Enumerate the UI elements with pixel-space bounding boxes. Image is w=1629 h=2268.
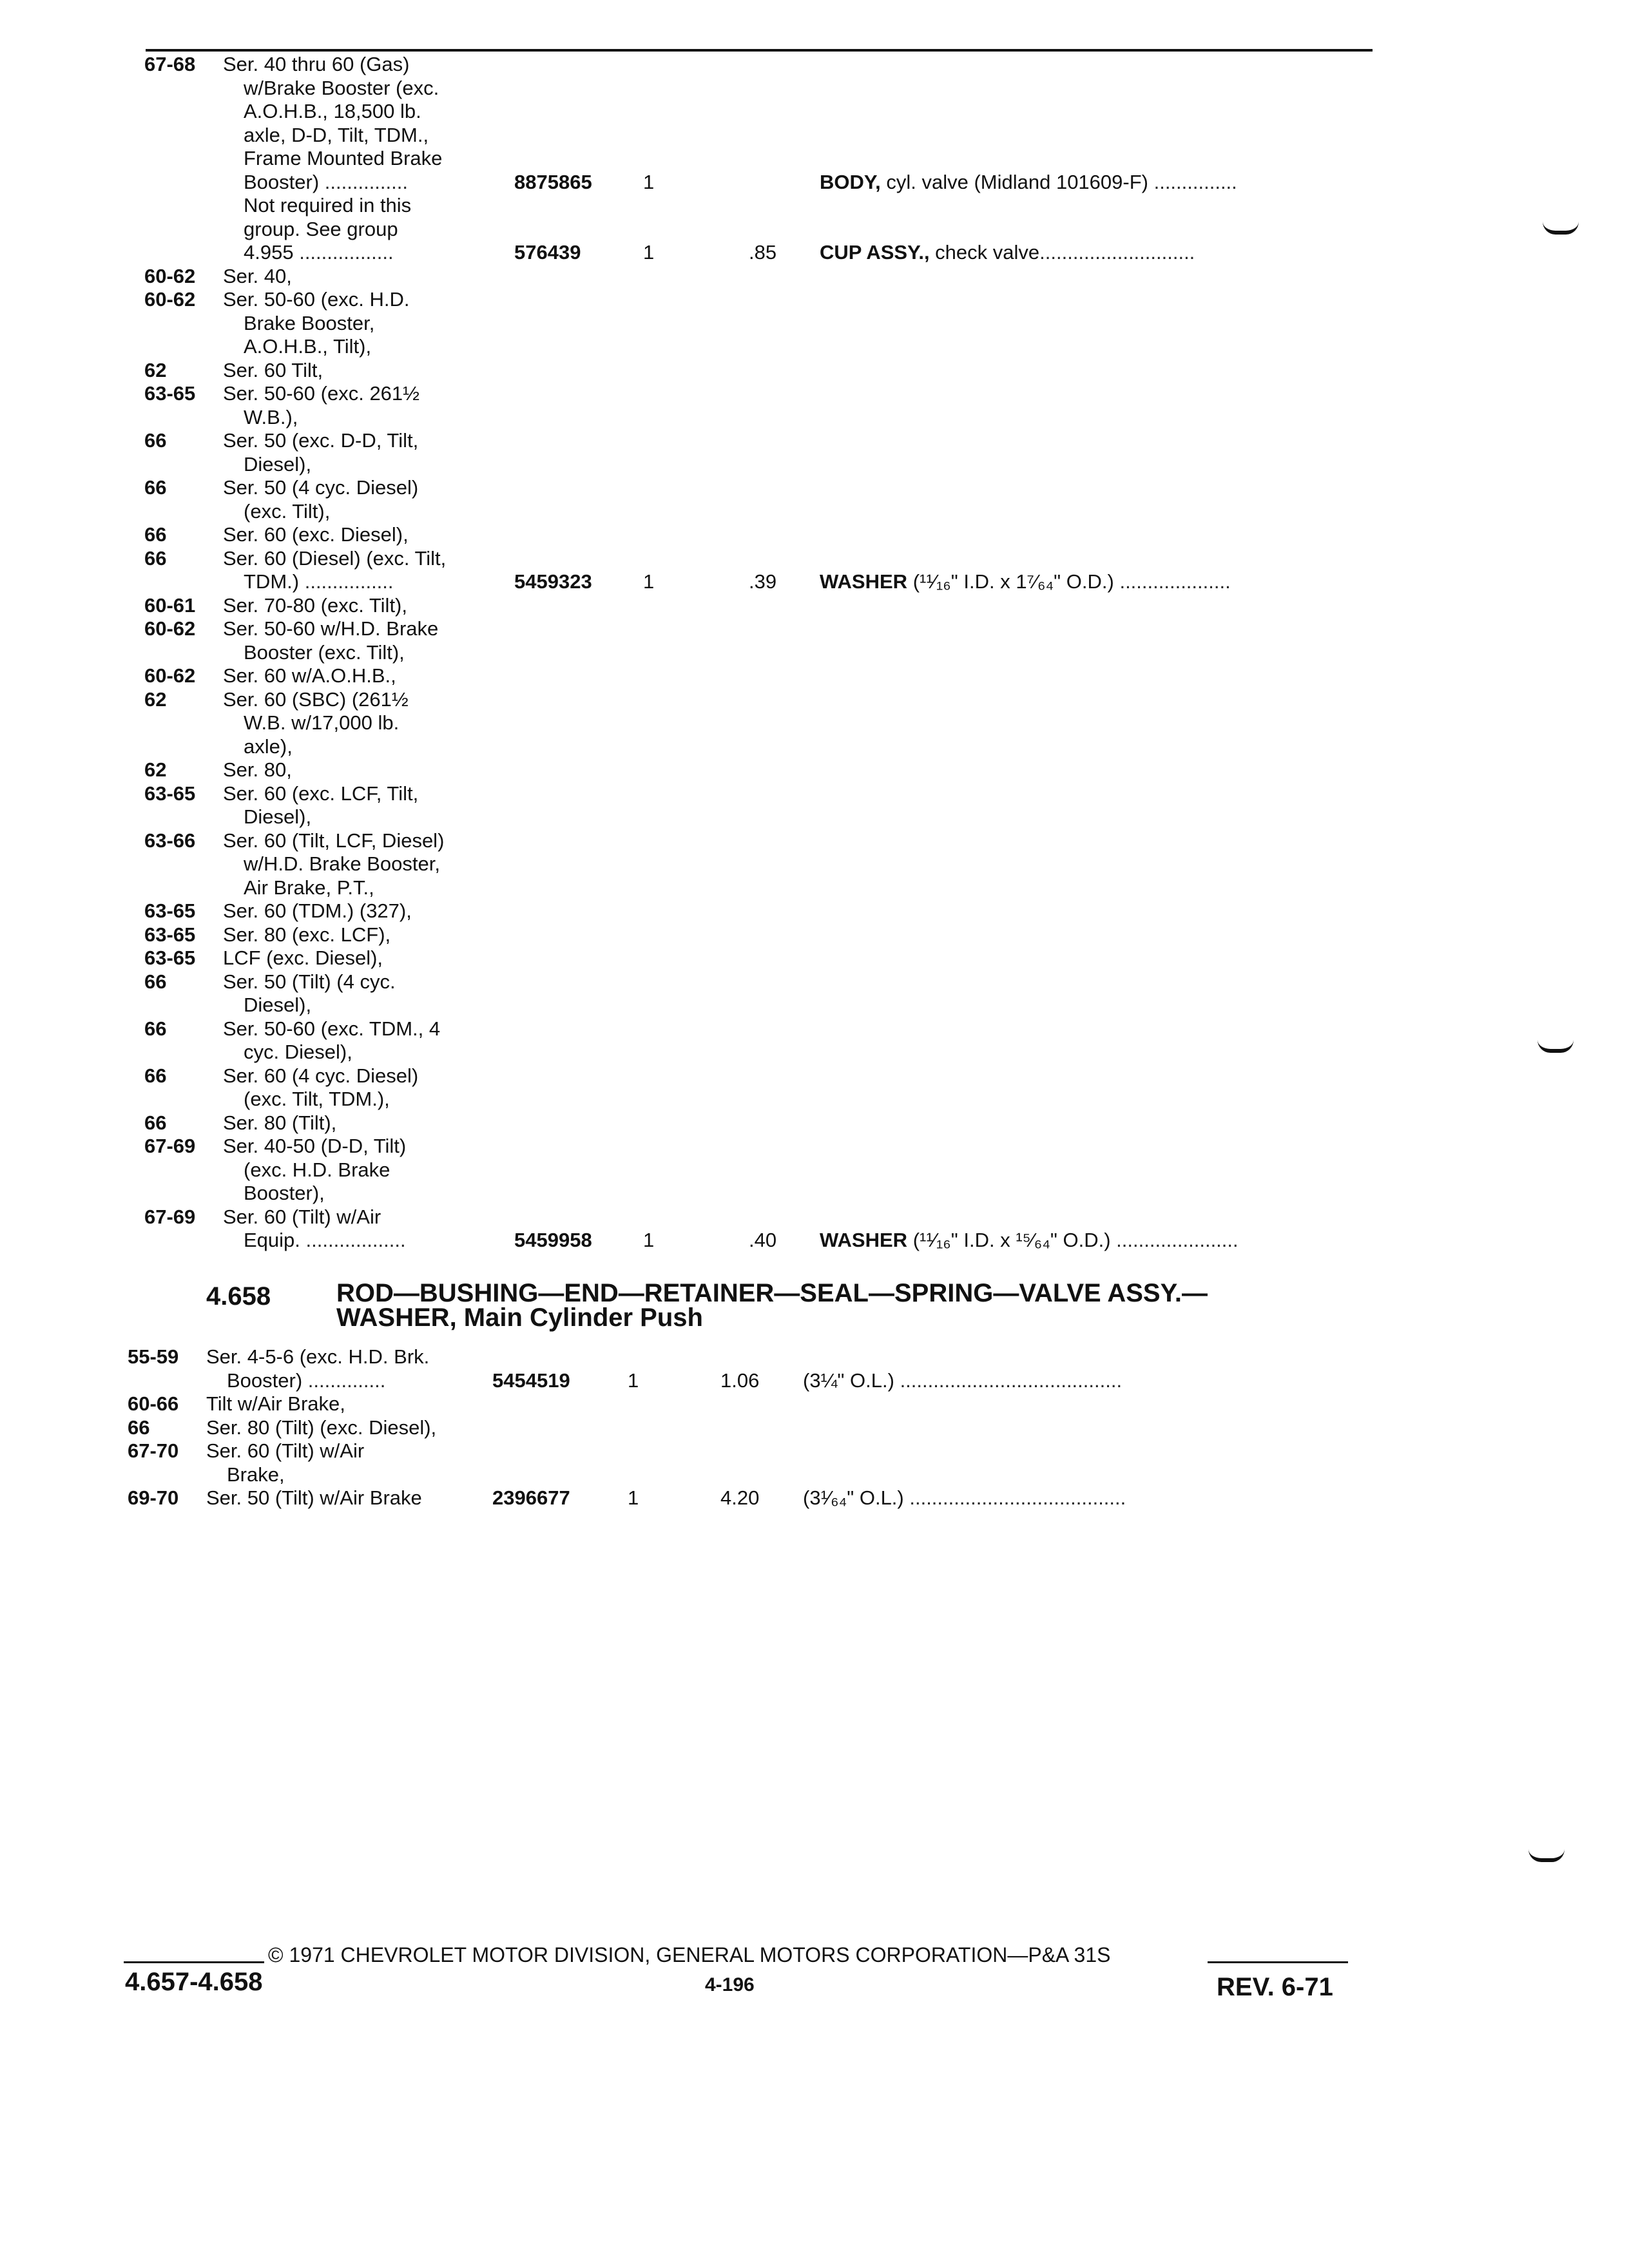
edge-mark	[1528, 1849, 1565, 1862]
application-description	[223, 828, 444, 854]
model-years: 67-68	[144, 53, 196, 75]
application-description	[244, 169, 408, 195]
model-years: 62	[144, 358, 167, 381]
application-description	[244, 452, 311, 477]
application-description	[244, 640, 405, 666]
application-description	[244, 311, 374, 336]
part-number: 5454519	[492, 1369, 570, 1392]
edge-mark	[1537, 1040, 1574, 1053]
item-detail: (3¼" O.L.)	[803, 1369, 900, 1392]
section-title-line-1: ROD—BUSHING—END—RETAINER—SEAL—SPRING—VALVE ASSY.—	[336, 1279, 1208, 1307]
application-description	[244, 710, 399, 736]
application-description	[223, 922, 390, 948]
application-description	[244, 875, 374, 901]
item-name: WASHER	[820, 570, 908, 593]
model-years: 63-65	[144, 923, 196, 946]
application-description	[223, 1110, 336, 1136]
model-years: 66	[144, 429, 167, 452]
description-text: Ser. 60 Tilt,	[223, 358, 323, 381]
application-description	[244, 1086, 390, 1112]
application-description	[244, 1227, 406, 1253]
description-text: Brake,	[227, 1463, 285, 1486]
model-years: 67-69	[144, 1205, 196, 1228]
item-description	[820, 569, 1231, 595]
model-years: 62	[144, 758, 167, 781]
dot-leader: ..............	[307, 1369, 386, 1392]
application-description	[227, 1462, 285, 1488]
item-detail: (3¹⁄₆₄" O.L.)	[803, 1486, 910, 1509]
application-description	[223, 616, 438, 642]
item-description	[803, 1368, 1122, 1394]
description-text: Ser. 50 (Tilt) w/Air Brake	[206, 1486, 422, 1509]
model-years: 62	[144, 687, 167, 711]
description-text: Ser. 50 (exc. D-D, Tilt,	[223, 429, 419, 452]
description-text: Not required in this	[244, 194, 412, 216]
model-years: 60-66	[128, 1392, 179, 1415]
model-years: 60-62	[144, 288, 196, 311]
description-text: Ser. 60 (SBC) (261½	[223, 687, 409, 711]
revision-label: REV. 6-71	[1217, 1973, 1333, 2001]
application-description	[223, 287, 409, 312]
part-number: 5459323	[514, 570, 592, 593]
description-text: Booster)	[244, 170, 320, 193]
application-description	[244, 193, 411, 218]
dot-leader: ..................	[305, 1229, 406, 1251]
application-description	[206, 1391, 345, 1417]
application-description	[244, 569, 394, 595]
application-description	[206, 1415, 436, 1441]
application-description	[227, 1368, 385, 1394]
description-text: Ser. 60 (Tilt) w/Air	[206, 1439, 365, 1462]
description-text: Ser. 80,	[223, 758, 292, 781]
model-years: 55-59	[128, 1345, 179, 1368]
description-text: w/Brake Booster (exc.	[244, 76, 439, 99]
quantity: 1	[643, 1229, 655, 1251]
description-text: Ser. 50-60 (exc. 261½	[223, 382, 420, 405]
description-text: Frame Mounted Brake	[244, 147, 443, 169]
description-text: axle),	[244, 735, 293, 758]
application-description	[223, 593, 407, 619]
application-description	[244, 334, 371, 360]
model-years: 66	[144, 476, 167, 499]
model-years: 60-62	[144, 664, 196, 687]
model-years: 60-62	[144, 264, 196, 287]
item-description	[803, 1485, 1126, 1511]
description-text: Ser. 60 w/A.O.H.B.,	[223, 664, 396, 687]
application-description	[244, 405, 298, 430]
dot-leader: ........................................	[900, 1369, 1123, 1392]
dot-leader: ......................	[1116, 1229, 1239, 1251]
description-text: W.B. w/17,000 lb.	[244, 711, 400, 734]
application-description	[223, 1133, 406, 1159]
dot-leader: ................	[304, 570, 394, 593]
description-text: Ser. 60 (Diesel) (exc. Tilt,	[223, 546, 447, 570]
application-description	[244, 992, 311, 1018]
application-description	[244, 99, 421, 124]
description-text: Ser. 4-5-6 (exc. H.D. Brk.	[206, 1345, 430, 1368]
application-description	[244, 1157, 390, 1183]
description-text: Ser. 50-60 (exc. H.D.	[223, 288, 410, 311]
model-years: 66	[144, 523, 167, 546]
application-description	[223, 1063, 418, 1089]
quantity: 1	[643, 241, 655, 264]
model-years: 66	[144, 1017, 167, 1040]
application-description	[244, 1039, 352, 1065]
description-text: Ser. 60 (exc. Diesel),	[223, 523, 409, 546]
item-description	[820, 169, 1237, 195]
application-description	[223, 546, 446, 572]
item-description	[820, 1227, 1239, 1253]
description-text: Air Brake, P.T.,	[244, 876, 374, 899]
description-text: Diesel),	[244, 805, 312, 828]
description-text: axle, D-D, Tilt, TDM.,	[244, 123, 429, 146]
model-years: 67-69	[144, 1135, 196, 1157]
dot-leader: ....................	[1119, 570, 1231, 593]
description-text: Ser. 80 (exc. LCF),	[223, 923, 391, 946]
model-years: 60-62	[144, 617, 196, 640]
application-description	[244, 851, 440, 877]
description-text: Ser. 60 (exc. LCF, Tilt,	[223, 782, 419, 805]
application-description	[223, 757, 292, 783]
description-text: Ser. 50 (4 cyc. Diesel)	[223, 476, 419, 499]
dot-leader: .......................................	[909, 1486, 1126, 1509]
model-years: 63-65	[144, 382, 196, 405]
model-years: 63-65	[144, 782, 196, 805]
model-years: 63-65	[144, 899, 196, 922]
description-text: Diesel),	[244, 994, 312, 1016]
application-description	[223, 1204, 381, 1230]
model-years: 66	[144, 970, 167, 993]
model-years: 63-66	[144, 829, 196, 852]
price: 1.06	[720, 1369, 760, 1392]
description-text: Booster (exc. Tilt),	[244, 640, 405, 664]
application-description	[244, 1180, 325, 1206]
application-description	[223, 475, 418, 501]
description-text: (exc. H.D. Brake	[244, 1158, 390, 1181]
application-description	[206, 1485, 422, 1511]
edge-mark	[1543, 222, 1579, 235]
application-description	[223, 781, 418, 807]
description-text: Ser. 70-80 (exc. Tilt),	[223, 593, 407, 617]
description-text: Ser. 60 (4 cyc. Diesel)	[223, 1064, 419, 1087]
description-text: Tilt w/Air Brake,	[206, 1392, 345, 1415]
dot-leader: ...............	[1153, 170, 1237, 193]
footer-rule-left	[124, 1961, 264, 1963]
description-text: Equip.	[244, 1229, 300, 1251]
quantity: 1	[643, 570, 655, 593]
application-description	[223, 522, 409, 548]
description-text: LCF (exc. Diesel),	[223, 947, 383, 969]
price: 4.20	[720, 1486, 760, 1509]
application-description	[223, 945, 383, 971]
page-number: 4-196	[705, 1974, 755, 1995]
description-text: Ser. 50-60 w/H.D. Brake	[223, 617, 439, 640]
description-text: (exc. Tilt, TDM.),	[244, 1088, 390, 1110]
model-years: 63-65	[144, 947, 196, 969]
description-text: Ser. 80 (Tilt) (exc. Diesel),	[206, 1416, 437, 1439]
application-description	[244, 499, 330, 524]
application-description	[206, 1344, 429, 1370]
description-text: A.O.H.B., 18,500 lb.	[244, 100, 421, 122]
section-number: 4.658	[206, 1282, 271, 1311]
application-description	[223, 898, 412, 924]
price: .40	[749, 1229, 777, 1251]
description-text: Booster)	[227, 1369, 303, 1392]
application-description	[206, 1438, 364, 1464]
description-text: Ser. 40-50 (D-D, Tilt)	[223, 1135, 407, 1157]
dot-leader: ............................	[1039, 241, 1195, 264]
item-detail: cyl. valve (Midland 101609-F)	[880, 170, 1154, 193]
item-detail: check valve	[929, 241, 1040, 264]
dot-leader: .................	[299, 241, 394, 264]
description-text: Ser. 60 (Tilt, LCF, Diesel)	[223, 829, 445, 852]
footer-rule-right	[1208, 1961, 1348, 1963]
section-reference: 4.657-4.658	[125, 1968, 263, 1996]
part-number: 576439	[514, 241, 581, 264]
description-text: Ser. 60 (Tilt) w/Air	[223, 1205, 381, 1228]
description-text: Ser. 40 thru 60 (Gas)	[223, 53, 410, 75]
description-text: Ser. 80 (Tilt),	[223, 1111, 337, 1134]
description-text: (exc. Tilt),	[244, 499, 331, 523]
description-text: A.O.H.B., Tilt),	[244, 335, 372, 358]
item-detail: (¹¹⁄₁₆" I.D. x ¹⁵⁄₆₄" O.D.)	[907, 1229, 1117, 1251]
application-description	[223, 428, 418, 454]
description-text: Ser. 40,	[223, 264, 292, 287]
price: .39	[749, 570, 777, 593]
section-title	[336, 1281, 1208, 1330]
application-description	[244, 122, 429, 148]
quantity: 1	[628, 1369, 639, 1392]
application-description	[244, 240, 394, 265]
section-title-line-2: WASHER, Main Cylinder Push	[336, 1303, 703, 1332]
description-text: TDM.)	[244, 570, 300, 593]
description-text: Booster),	[244, 1182, 325, 1204]
application-description	[244, 75, 439, 101]
application-description	[244, 734, 293, 760]
item-name: WASHER	[820, 1229, 908, 1251]
item-name: BODY,	[820, 170, 881, 193]
description-text: cyc. Diesel),	[244, 1041, 352, 1063]
model-years: 69-70	[128, 1486, 179, 1509]
price: .85	[749, 241, 777, 264]
application-description	[244, 804, 311, 830]
description-text: Ser. 60 (TDM.) (327),	[223, 899, 412, 922]
model-years: 66	[128, 1416, 150, 1439]
application-description	[223, 264, 292, 289]
model-years: 60-61	[144, 593, 196, 617]
copyright-notice: © 1971 CHEVROLET MOTOR DIVISION, GENERAL MOTORS CORPORATION—P&A 31S	[268, 1943, 1111, 1966]
application-description	[223, 687, 409, 713]
application-description	[223, 358, 323, 383]
description-text: w/H.D. Brake Booster,	[244, 852, 440, 875]
application-description	[223, 381, 419, 407]
model-years: 67-70	[128, 1439, 179, 1462]
application-description	[223, 969, 396, 995]
application-description	[223, 1016, 440, 1042]
description-text: Ser. 50 (Tilt) (4 cyc.	[223, 970, 396, 993]
quantity: 1	[643, 170, 655, 193]
description-text: Diesel),	[244, 452, 312, 476]
part-number: 5459958	[514, 1229, 592, 1251]
dot-leader: ...............	[324, 170, 408, 193]
model-years: 66	[144, 1064, 167, 1087]
description-text: 4.955	[244, 241, 294, 264]
quantity: 1	[628, 1486, 639, 1509]
description-text: Ser. 50-60 (exc. TDM., 4	[223, 1017, 441, 1040]
application-description	[244, 216, 398, 242]
description-text: group. See group	[244, 217, 398, 240]
part-number: 8875865	[514, 170, 592, 193]
model-years: 66	[144, 546, 167, 570]
description-text: W.B.),	[244, 405, 298, 428]
part-number: 2396677	[492, 1486, 570, 1509]
item-detail: (¹¹⁄₁₆" I.D. x 1⁷⁄₆₄" O.D.)	[907, 570, 1120, 593]
application-description	[223, 663, 396, 689]
model-years: 66	[144, 1111, 167, 1134]
application-description	[244, 146, 442, 171]
application-description	[223, 52, 409, 77]
description-text: Brake Booster,	[244, 311, 375, 334]
item-description	[820, 240, 1195, 265]
item-name: CUP ASSY.,	[820, 241, 930, 264]
